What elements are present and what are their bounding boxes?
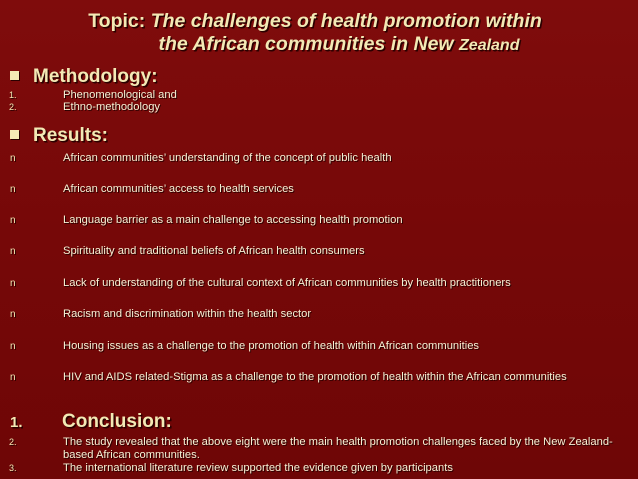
bullet-icon: n — [10, 278, 16, 289]
bullet-icon: n — [10, 184, 16, 195]
bullet-icon: n — [10, 341, 16, 352]
results-item-text: African communities’ understanding of the concept of public health — [63, 152, 392, 164]
title-line-1-text: The challenges of health promotion within — [150, 10, 542, 32]
bullet-icon: n — [10, 215, 16, 226]
square-bullet-icon — [10, 130, 19, 139]
bullet-icon: n — [10, 246, 16, 257]
list-number: 3. — [9, 463, 17, 473]
slide-title-line-1 — [0, 10, 634, 33]
title-prefix: Topic: — [88, 10, 151, 32]
methodology-heading — [10, 66, 158, 88]
list-number: 2. — [9, 437, 17, 447]
bullet-icon: n — [10, 153, 16, 164]
conclusion-heading — [10, 411, 172, 434]
conclusion-heading-label: Conclusion: — [62, 411, 172, 432]
methodology-item-text: Phenomenological and — [63, 89, 177, 101]
list-number: 1. — [9, 90, 17, 100]
results-heading — [10, 125, 108, 147]
conclusion-item-text: The study revealed that the above eight were the main health promotion challenges faced by the New Zealand-based African communities. — [63, 436, 613, 461]
conclusion-item-text: The international literature review supported the evidence given by participants — [63, 462, 453, 474]
list-number: 1. — [10, 414, 23, 431]
results-item-text: Racism and discrimination within the health sector — [63, 308, 312, 320]
bullet-icon: n — [10, 372, 16, 383]
results-item-text: HIV and AIDS related-Stigma as a challenge to the promotion of health within the African communities — [63, 371, 567, 383]
results-item-text: African communities’ access to health services — [63, 183, 294, 195]
square-bullet-icon — [10, 71, 19, 80]
results-heading-label: Results: — [33, 125, 108, 146]
list-number: 2. — [9, 102, 17, 112]
results-item-text: Housing issues as a challenge to the promotion of health within African communities — [63, 340, 480, 352]
results-item-text: Language barrier as a main challenge to accessing health promotion — [63, 214, 403, 226]
title-line-2-text: the African communities in New — [158, 33, 460, 55]
results-item-text: Spirituality and traditional beliefs of African health consumers — [63, 245, 365, 257]
slide-title-line-2 — [20, 33, 638, 57]
bullet-icon: n — [10, 309, 16, 320]
methodology-item-text: Ethno-methodology — [63, 101, 161, 113]
results-item-text: Lack of understanding of the cultural context of African communities by health practitioners — [63, 277, 511, 289]
methodology-heading-label: Methodology: — [33, 66, 158, 87]
title-line-2-end: Zealand — [459, 37, 520, 54]
